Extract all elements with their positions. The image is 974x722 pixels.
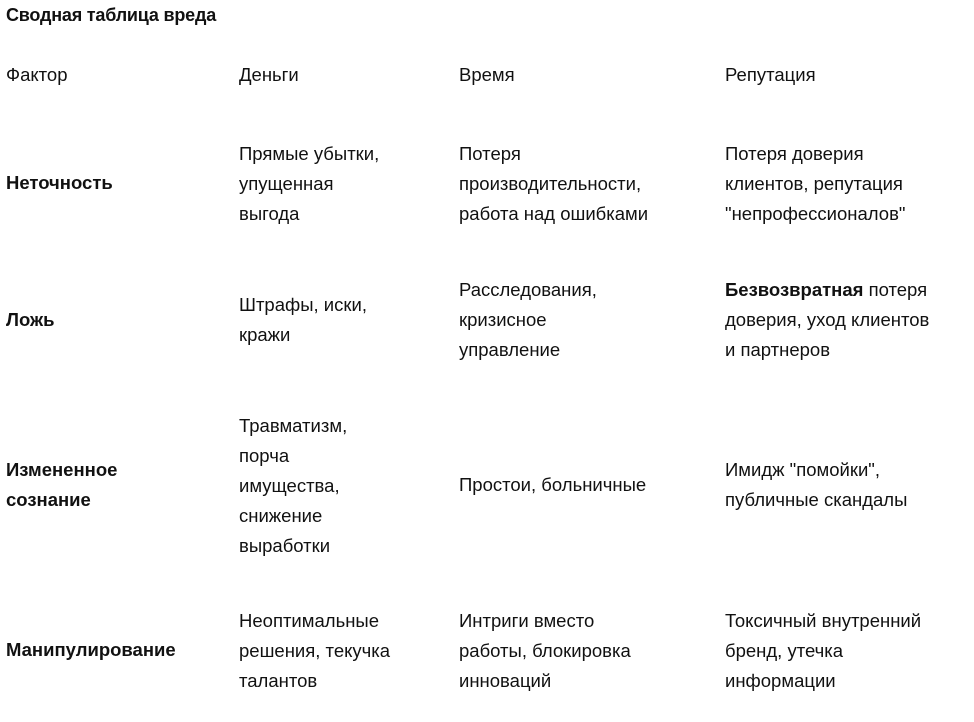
- row-reputation: Безвозвратная потеря доверия, уход клиентов и партнеров: [725, 279, 930, 360]
- row-reputation: Потеря доверия клиентов, репутация "непрофессионалов": [725, 143, 906, 224]
- header-money: Деньги: [239, 64, 299, 85]
- row-time: Интриги вместо работы, блокировка инноваций: [459, 610, 631, 691]
- row-reputation: Имидж "помойки", публичные скандалы: [725, 459, 908, 510]
- row-time: Потеря производительности, работа над ошибками: [459, 143, 649, 224]
- row-money: Прямые убытки, упущенная выгода: [239, 143, 380, 224]
- row-factor: Неточность: [6, 172, 113, 193]
- header-factor: Фактор: [6, 64, 68, 85]
- header-reputation: Репутация: [725, 64, 816, 85]
- row-money: Неоптимальные решения, текучка талантов: [239, 610, 391, 691]
- row-factor: Ложь: [6, 309, 55, 330]
- page-title: Сводная таблица вреда: [6, 5, 216, 25]
- row-reputation: Токсичный внутренний бренд, утечка информации: [725, 610, 922, 691]
- bold-emphasis: Безвозвратная: [725, 279, 864, 300]
- header-time: Время: [459, 64, 515, 85]
- row-money: Штрафы, иски, кражи: [239, 294, 367, 345]
- row-factor: Манипулирование: [6, 639, 176, 660]
- row-money: Травматизм, порча имущества, снижение выработки: [239, 415, 348, 556]
- row-time: Расследования, кризисное управление: [459, 279, 597, 360]
- row-time: Простои, больничные: [459, 474, 647, 495]
- row-factor: Измененное сознание: [6, 459, 118, 510]
